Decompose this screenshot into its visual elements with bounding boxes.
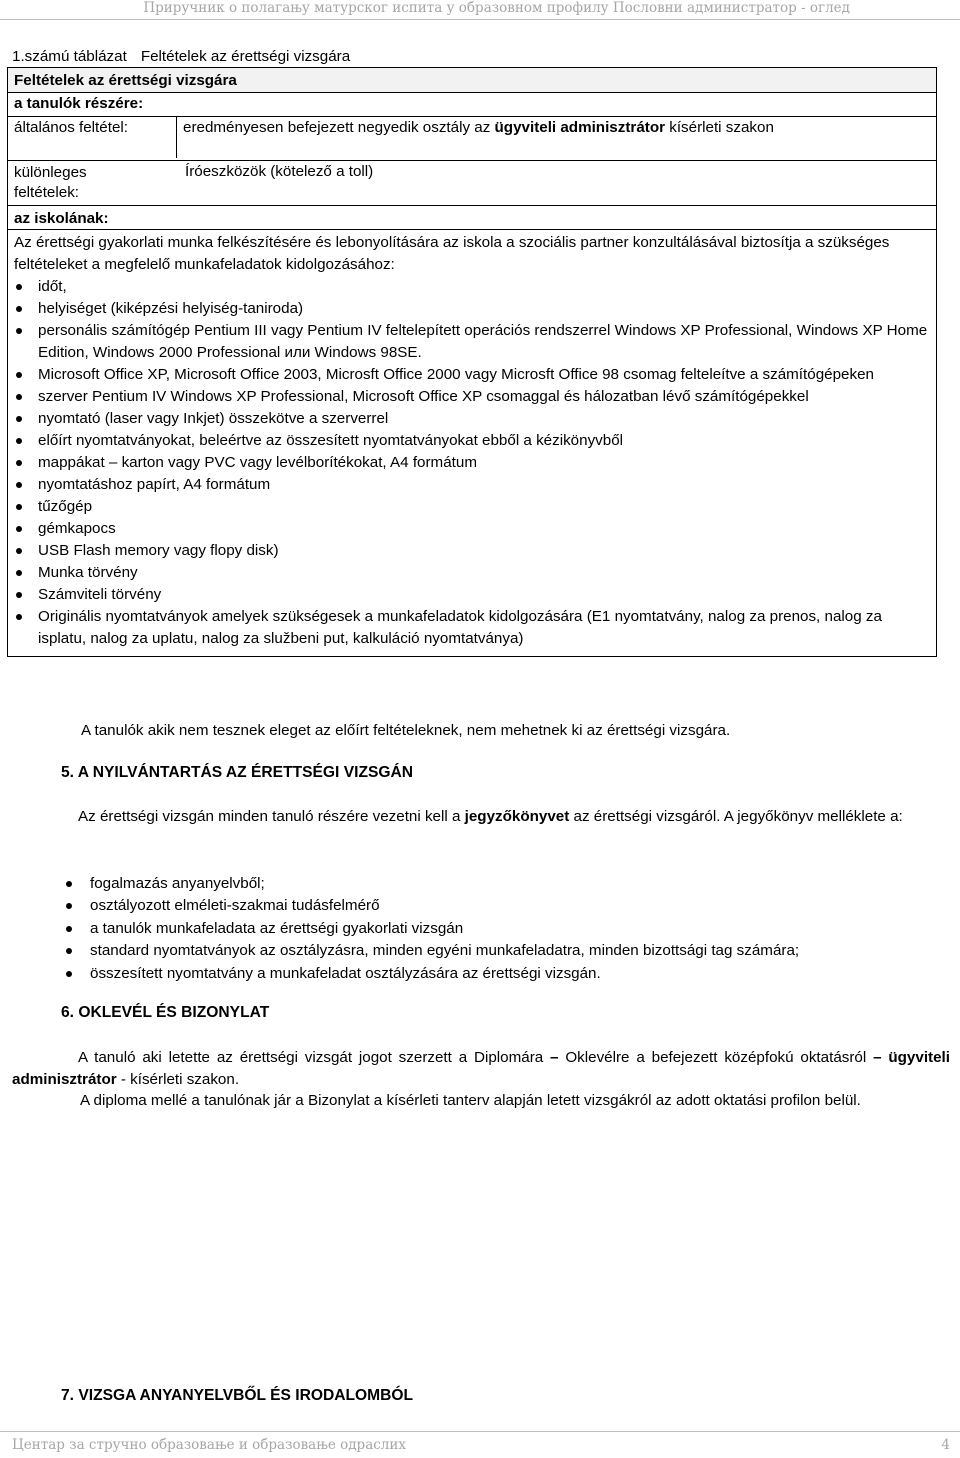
list-item [58,963,950,985]
list-item [58,895,950,917]
list-item [14,474,930,496]
list-item [14,386,930,408]
list-item [14,606,930,650]
conditions-table [7,67,937,657]
list-item [14,408,930,430]
section-5-bold: jegyzőkönyvet [464,808,570,825]
footer-text: Центар за стручно образовање и образовање одраслих [12,1437,406,1453]
bullet-icon [16,394,22,400]
special-condition-label [14,163,87,203]
list-item [58,940,950,962]
section-6-paragraph-2: A diploma mellé a tanulónak jár a Bizonylat a kísérleti tanterv alapján letett vizsgákról az adott oktatási profilon belül. [80,1092,861,1109]
section-6-paragraph-1 [12,1047,950,1091]
section-5-paragraph [12,806,950,828]
school-row [8,206,936,230]
special-label-line1: különleges [14,164,87,181]
running-footer [12,1437,952,1453]
table-caption-number: 1.számú táblázat [12,48,127,65]
list-item-text: Originális nyomtatványok amelyek szükségesek a munkafeladatok kidolgozására (E1 nyomtatvány, nalog za prenos, nalog za isplatu, nalog za uplatu, nalog za službeni put, kalkuláció nyomtatványa) [38,608,882,647]
requirements-list [14,276,930,650]
general-condition-row [8,117,936,161]
table-title: Feltételek az érettségi vizsgára [14,72,237,89]
list-item-text: mappákat – karton vagy PVC vagy levélborítékokat, A4 formátum [38,454,477,471]
section-6-dash: – [550,1049,559,1066]
list-item-text: Számviteli törvény [38,586,162,603]
section-5-text-end: az érettségi vizsgáról. A jegyőkönyv melléklete a: [569,808,903,825]
bullet-icon [16,438,22,444]
table-caption [12,48,350,65]
list-item [14,518,930,540]
list-item-text: USB Flash memory vagy flopy disk) [38,542,279,559]
list-item-text: előírt nyomtatványokat, beleértve az összesített nyomtatványokat ebből a kézikönyvből [38,432,624,449]
list-item-text: standard nyomtatványok az osztályzásra, minden egyéni munkafeladatra, minden bizottsági tag számára; [90,942,800,960]
list-item [58,918,950,940]
running-header: Приручник о полагању матурског испита у образовном профилу Пословни администратор - оглед [143,0,850,16]
list-item-text: osztályozott elméleti-szakmai tudásfelmérő [90,897,380,915]
bullet-icon [16,570,22,576]
bullet-icon [66,948,72,954]
bullet-icon [66,903,72,909]
list-item-text: gémkapocs [38,520,116,537]
special-condition-row [8,161,936,206]
bullet-icon [66,971,72,977]
table-title-row [8,68,936,93]
table-caption-title: Feltételek az érettségi vizsgára [140,48,351,65]
list-item-text: időt, [38,278,67,295]
list-item [14,276,930,298]
list-item-text: fogalmazás anyanyelvből; [90,875,265,892]
attachments-list [58,873,950,985]
section-6-text: A tanuló aki letette az érettségi vizsgát jogot szerzett a Diplomára [78,1049,551,1066]
section-6-heading: 6. OKLEVÉL ÉS BIZONYLAT [61,1004,270,1021]
list-item [14,320,930,364]
students-row [8,93,936,117]
section-6-text-end: - kísérleti szakon. [116,1071,240,1088]
list-item [14,430,930,452]
bullet-icon [16,416,22,422]
list-item-text: tűzőgép [38,498,93,515]
bullet-icon [16,460,22,466]
exam-note: A tanulók akik nem tesznek eleget az előírt feltételeknek, nem mehetnek ki az érettségi vizsgára. [81,722,731,739]
general-condition-value [176,117,937,158]
bullet-icon [16,526,22,532]
list-item-text: Munka törvény [38,564,138,581]
list-item-text: Microsoft Office XP, Microsoft Office 2003, Microsft Office 2000 vagy Microsft Office 98 csomag felteleítve a számítógépeken [38,366,874,383]
bullet-icon [16,592,22,598]
header-rule [0,19,960,20]
list-item-text: a tanulók munkafeladata az érettségi gyakorlati vizsgán [90,919,464,937]
list-item-text: nyomtató (laser vagy Inkjet) összekötve a szerverrel [38,410,389,427]
list-item [14,584,930,606]
footer-rule [0,1431,960,1432]
school-label: az iskolának: [14,210,109,227]
list-item [14,298,930,320]
page-number: 4 [941,1437,950,1453]
bullet-icon [16,306,22,312]
list-item-text: nyomtatáshoz papírt, A4 formátum [38,476,271,493]
general-value-bold: ügyviteli adminisztrátor [494,119,666,136]
bullet-icon [16,482,22,488]
bullet-icon [66,926,72,932]
list-item [14,364,930,386]
bullet-icon [16,614,22,620]
list-item [14,540,930,562]
list-item [14,562,930,584]
list-item-text: szerver Pentium IV Windows XP Professional, Microsoft Office XP csomaggal és hálozatban lévő számítógépekkel [38,388,809,405]
special-condition-value: Íróeszközök (kötelező a toll) [185,163,374,180]
general-value-text: eredményesen befejezett negyedik osztály az [183,119,495,136]
section-5-text: Az érettségi vizsgán minden tanuló részére vezetni kell a [78,808,465,825]
section-7-heading: 7. VIZSGA ANYANYELVBŐL ÉS IRODALOMBÓL [61,1387,414,1404]
general-value-end: kísérleti szakon [665,119,774,136]
section-5-heading: 5. A NYILVÁNTARTÁS AZ ÉRETTSÉGI VIZSGÁN [61,764,414,781]
section-6-text-mid: Oklevélre a befejezett középfokú oktatásról [558,1049,874,1066]
bullet-icon [16,284,22,290]
bullet-icon [16,504,22,510]
list-item [14,452,930,474]
list-item [14,496,930,518]
bullet-icon [66,881,72,887]
list-item-text: personális számítógép Pentium III vagy Pentium IV feltelepített operációs rendszerrel Windows XP Professional, Windows XP Home Edition, Windows 2000 Professional или Windows 98SE. [38,322,928,361]
list-item-text: összesített nyomtatvány a munkafeladat osztályzására az érettségi vizsgán. [90,964,601,982]
list-item [58,873,950,895]
general-condition-label: általános feltétel: [14,119,128,136]
list-item-text: helyiséget (kiképzési helyiség-taniroda) [38,300,304,317]
section-6-bold: – ügyviteli adminisztrátor [12,1049,950,1088]
special-label-line2: feltételek: [14,184,80,201]
bullet-icon [16,548,22,554]
school-intro: Az érettségi gyakorlati munka felkészítésére és lebonyolítására az iskola a szociális partner konzultálásával biztosítja a szükséges feltételeket a megfelelő munkafeladatok kidolgozásához: [14,234,890,273]
school-requirements [8,230,936,656]
students-label: a tanulók részére: [14,95,144,112]
bullet-icon [16,328,22,334]
bullet-icon [16,372,22,378]
